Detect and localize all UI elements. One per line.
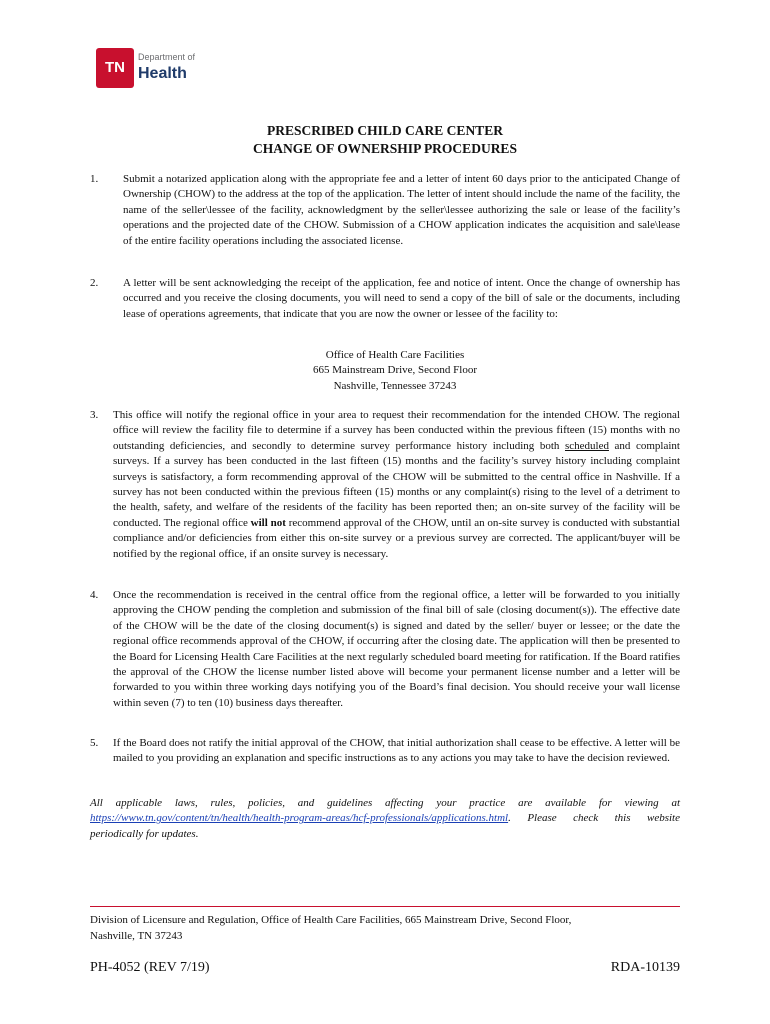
address-line-1: Office of Health Care Facilities [325,349,465,361]
note-text: All applicable laws, rules, policies, and guidelines affecting your practice are available for viewing at [90,797,680,809]
footer-line-1: Division of Licensure and Regulation, Office of Health Care Facilities, 665 Mainstream Drive, Second Floor, [90,914,572,926]
footer-divider [90,906,680,907]
item-text-part: and complaint surveys. If a survey has been conducted in the last fifteen (15) months and the facility’s survey history including complaint surveys is satisfactory, a form recommending approval of the CHOW will be submitted to the central office in Nashville. If a survey has not been conducted within the previous fifteen (15) months or any complaint(s) rising to the level of a detriment to the health, safety, and welfare of the residents of the facility has been reported then; an on-site survey of the facility will be conducted. The regional office [113,439,680,529]
item-text: Once the recommendation is received in the central office from the regional office, a letter will be forwarded to you initially approving the CHOW pending the completion and submission of the final bill of sale (closing document(s)). The effective date of the CHOW will be the date of the closing document(s) is signed and dated by the seller/ buyer or lessee; or the date the regional office recommends approval of the CHOW, if occurring after the closing date. The application will then be presented to the Board for Licensing Health Care Facilities at the next regularly scheduled board meeting for ratification. If the Board ratifies the approval of the CHOW the license number listed above will become your permanent license number and a letter will be forwarded to you within three working days notifying you of the Board’s final decision. You should receive your wall license within seven (7) to ten (10) business days thereafter. [113,589,680,709]
item-text-part: This office will notify the regional office in your area to request their recommendation for the intended CHOW. The regional office will review the facility file to determine if a survey has been conducted within the previous fifteen (15) months with no outstanding deficiencies, and secondly to determine survey performance history including both [113,409,680,452]
item-number: 4. [90,589,99,601]
applications-link[interactable]: https://www.tn.gov/content/tn/health/health-program-areas/hcf-professionals/applications.html [90,812,509,825]
logo-health-text: Health [138,65,187,82]
document-title-line2: CHANGE OF OWNERSHIP PROCEDURES [253,141,517,156]
item-text: A letter will be sent acknowledging the receipt of the application, fee and notice of intent. Once the change of ownership has occurred and you receive the closing documents, you will need to send a copy of the bill of sale or the documents, including lease of operations agreements, that indicate that you are now the owner or lessee of the facility to: [123,277,680,320]
address-line-3: Nashville, Tennessee 37243 [333,379,457,392]
bold-phrase: will not [250,516,286,529]
tn-health-logo [96,46,206,92]
document-title-line1: PRESCRIBED CHILD CARE CENTER [267,123,503,138]
underlined-word: scheduled [564,439,609,452]
item-number: 2. [90,277,99,289]
address-line-2: 665 Mainstream Drive, Second Floor [312,364,478,377]
item-number: 5. [90,737,99,749]
item-text-part: recommend approval of the CHOW, until an on-site survey is conducted with substantial compliance and/or deficiencies from either this on-site survey or a previous survey are corrected. The applicant/buyer will be notified by the regional office, if an onsite survey is necessary. [113,516,680,560]
logo-department-text: Department of [138,52,196,62]
note-text: . Please check this website periodically for updates. [90,812,680,840]
item-number: 1. [90,173,99,185]
item-number: 3. [90,409,99,421]
tn-logo-mark: TN [96,48,134,88]
applicable-laws-note [90,796,680,842]
rda-number: RDA-10139 [610,960,680,975]
footer-address [90,912,680,944]
item-text: If the Board does not ratify the initial approval of the CHOW, that initial authorization shall cease to be effective. A letter will be mailed to you providing an explanation and specific instructions as to any actions you may take to have the decision reviewed. [113,737,680,765]
footer-line-2: Nashville, TN 37243 [90,930,183,942]
form-number: PH-4052 (REV 7/19) [90,960,210,975]
mailing-address [0,348,770,394]
item-text [113,408,680,562]
item-text: Submit a notarized application along with the appropriate fee and a letter of intent 60 days prior to the anticipated Change of Ownership (CHOW) to the address at the top of the application. The letter of intent should include the name of the facility, the name of the seller\lessee of the facility, acknowledgment by the seller\lessee authorizing the sale or lease of the facility’s operations and the projected date of the CHOW. Submission of a CHOW application indicates the acquisition and sale\lease of the entire facility operations including the associated license. [123,173,680,247]
